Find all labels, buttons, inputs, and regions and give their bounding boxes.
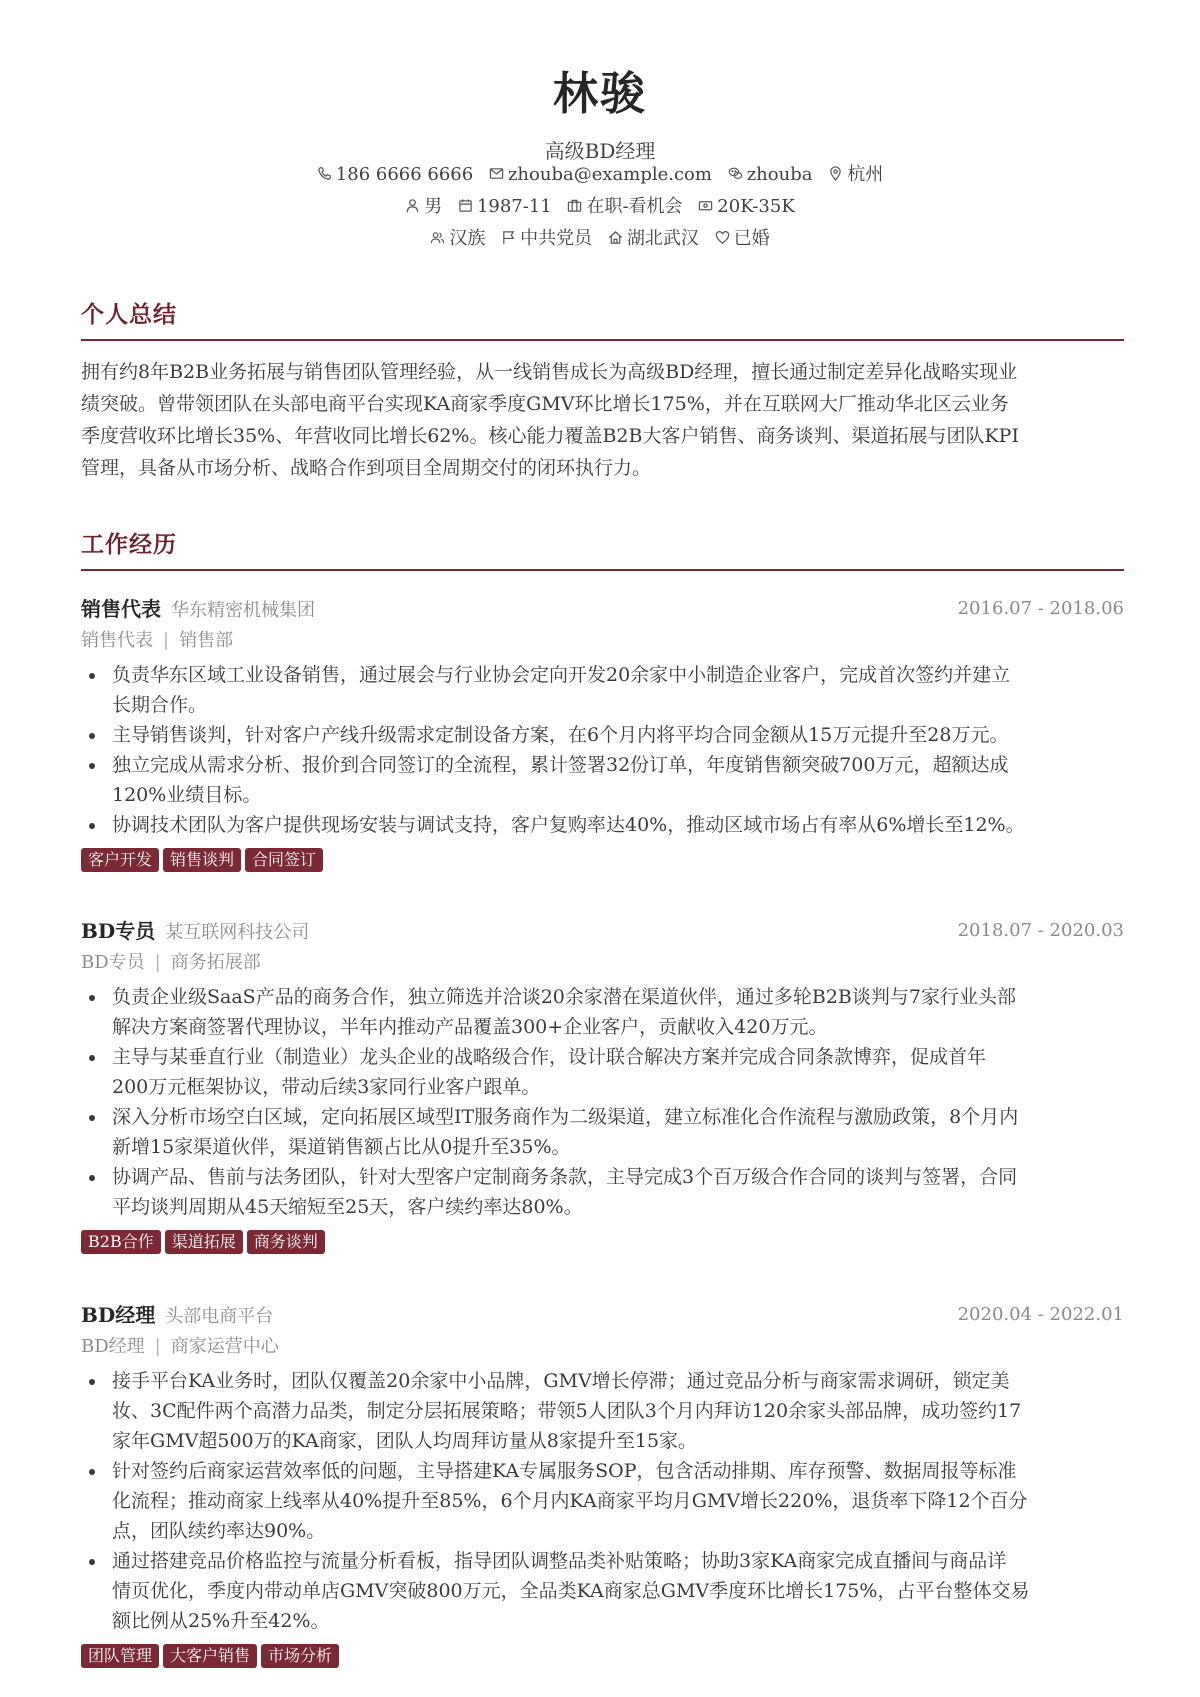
summary-text <box>81 356 1124 484</box>
skill-tag: 市场分析 <box>261 1644 339 1668</box>
separator: | <box>154 952 161 973</box>
email-text: zhouba@example.com <box>507 164 712 185</box>
user-icon <box>405 198 420 213</box>
skill-tag: 合同签订 <box>245 848 323 872</box>
summary-line: 绩突破。曾带领团队在头部电商平台实现KA商家季度GMV环比增长175%，并在互联网大厂推动华北区云业务 <box>81 393 1009 415</box>
summary-section <box>81 299 1124 341</box>
bullet-line: 情页优化，季度内带动单店GMV突破800万元，全品类KA商家总GMV季度环比增长175%，占平台整体交易 <box>112 1580 1030 1602</box>
job-header <box>81 594 1124 624</box>
salary-text: 20K-35K <box>717 196 795 217</box>
briefcase-icon <box>567 198 582 213</box>
money-icon <box>698 198 713 213</box>
phone-text: 186 6666 6666 <box>335 164 474 185</box>
city-text: 杭州 <box>847 164 884 185</box>
job-role: BD经理 <box>81 1336 145 1357</box>
bullet-item <box>81 1162 1124 1222</box>
bullet-line: 平均谈判周期从45天缩短至25天，客户续约率达80%。 <box>112 1196 583 1218</box>
bullet-line: 家年GMV超500万的KA商家，团队人均周拜访量从8家提升至15家。 <box>112 1430 698 1452</box>
contact-row <box>0 162 1200 188</box>
bullet-item <box>81 660 1124 720</box>
summary-line: 季度营收环比增长35%、年营收同比增长62%。核心能力覆盖B2B大客户销售、商务谈判、渠道拓展与团队KPI <box>81 425 1019 447</box>
job-bullets <box>81 660 1124 840</box>
bullet-item <box>81 810 1124 840</box>
job-bullets <box>81 982 1124 1222</box>
bullet-line: 额比例从25%升至42%。 <box>112 1610 330 1632</box>
job-date: 2016.07 - 2018.06 <box>957 598 1124 619</box>
wechat-text: zhouba <box>746 164 813 185</box>
hometown-text: 湖北武汉 <box>626 228 699 249</box>
bullet-line: 120%业绩目标。 <box>112 784 262 806</box>
job-date: 2018.07 - 2020.03 <box>957 920 1124 941</box>
job-bullets <box>81 1366 1124 1636</box>
job-company: 华东精密机械集团 <box>171 600 315 621</box>
job-title: BD专员 <box>81 919 156 943</box>
summary-heading: 个人总结 <box>81 301 177 328</box>
calendar-icon <box>458 198 473 213</box>
personal-row <box>0 194 1200 220</box>
bullet-item <box>81 1102 1124 1162</box>
skill-tag: 销售谈判 <box>163 848 241 872</box>
bullet-line: 负责企业级SaaS产品的商务合作，独立筛选并洽谈20余家潜在渠道伙伴，通过多轮B2B谈判与7家行业头部 <box>112 986 1016 1008</box>
job-entry <box>81 594 1124 872</box>
birth-info <box>458 194 552 220</box>
summary-line: 管理，具备从市场分析、战略合作到项目全周期交付的闭环执行力。 <box>81 457 652 479</box>
separator: | <box>154 1336 161 1357</box>
separator: | <box>163 630 170 651</box>
people-icon <box>430 230 445 245</box>
job-role: 销售代表 <box>81 630 153 651</box>
job-header <box>81 1300 1124 1330</box>
skill-tag: B2B合作 <box>81 1230 161 1254</box>
summary-line: 拥有约8年B2B业务拓展与销售团队管理经验，从一线销售成长为高级BD经理，擅长通过制定差异化战略实现业 <box>81 361 1018 383</box>
job-subline <box>81 948 1124 978</box>
job-subline <box>81 626 1124 656</box>
city-info <box>828 162 883 188</box>
phone-icon <box>317 166 332 181</box>
ethnicity-text: 汉族 <box>449 228 486 249</box>
skill-tag: 商务谈判 <box>247 1230 325 1254</box>
job-title: BD经理 <box>81 1303 156 1327</box>
job-subline <box>81 1332 1124 1362</box>
bullet-line: 长期合作。 <box>112 694 208 716</box>
experience-section <box>81 529 1124 571</box>
job-dept: 商务拓展部 <box>170 952 261 973</box>
wechat-info <box>728 162 813 188</box>
gender-info <box>405 194 442 220</box>
ethnicity-info <box>430 226 485 252</box>
email-info <box>489 162 712 188</box>
party-text: 中共党员 <box>520 228 593 249</box>
gender-text: 男 <box>424 196 443 217</box>
bullet-line: 妆、3C配件两个高潜力品类，制定分层拓展策略；带领5人团队3个月内拜访120余家头部品牌，成功签约17 <box>112 1400 1022 1422</box>
job-title: 销售代表 <box>81 597 161 621</box>
job-role: BD专员 <box>81 952 145 973</box>
job-dept: 销售部 <box>179 630 234 651</box>
job-company: 头部电商平台 <box>165 1306 274 1327</box>
job-entry <box>81 1300 1124 1668</box>
bullet-line: 负责华东区域工业设备销售，通过展会与行业协会定向开发20余家中小制造企业客户，完成首次签约并建立 <box>112 664 1011 686</box>
skill-tags <box>81 1644 1124 1668</box>
bullet-line: 200万元框架协议，带动后续3家同行业客户跟单。 <box>112 1076 541 1098</box>
candidate-title: 高级BD经理 <box>544 139 656 163</box>
status-text: 在职-看机会 <box>586 196 683 217</box>
salary-info <box>698 194 794 220</box>
bullet-line: 协调产品、售前与法务团队，针对大型客户定制商务条款，主导完成3个百万级合作合同的谈判与签署，合同 <box>112 1166 1018 1188</box>
bullet-line: 接手平台KA业务时，团队仅覆盖20余家中小品牌，GMV增长停滞；通过竞品分析与商家需求调研，锁定美 <box>112 1370 1010 1392</box>
bullet-item <box>81 720 1124 750</box>
bullet-line: 解决方案商签署代理协议，半年内推动产品覆盖300+企业客户，贡献收入420万元。 <box>112 1016 828 1038</box>
party-info <box>501 226 592 252</box>
mail-icon <box>489 166 504 181</box>
skill-tags <box>81 1230 1124 1254</box>
hometown-info <box>608 226 699 252</box>
marital-text: 已婚 <box>733 228 770 249</box>
summary-divider <box>81 339 1124 341</box>
bullet-item <box>81 1546 1124 1636</box>
experience-heading: 工作经历 <box>81 531 177 558</box>
job-header <box>81 916 1124 946</box>
skill-tags <box>81 848 1124 872</box>
status-info <box>567 194 682 220</box>
marital-info <box>715 226 770 252</box>
candidate-name: 林骏 <box>552 67 647 120</box>
phone-info <box>317 162 473 188</box>
bullet-line: 协调技术团队为客户提供现场安装与调试支持，客户复购率达40%，推动区域市场占有率从6%增长至12%。 <box>112 814 1025 836</box>
wechat-icon <box>728 166 743 181</box>
job-entry <box>81 916 1124 1254</box>
bullet-line: 针对签约后商家运营效率低的问题，主导搭建KA专属服务SOP，包含活动排期、库存预警、数据周报等标准 <box>112 1460 1017 1482</box>
skill-tag: 团队管理 <box>81 1644 159 1668</box>
bullet-line: 独立完成从需求分析、报价到合同签订的全流程，累计签署32份订单，年度销售额突破700万元，超额达成 <box>112 754 1009 776</box>
job-company: 某互联网科技公司 <box>165 922 310 943</box>
bullet-item <box>81 750 1124 810</box>
bullet-item <box>81 1042 1124 1102</box>
bullet-item <box>81 982 1124 1042</box>
bullet-line: 新增15家渠道伙伴，渠道销售额占比从0提升至35%。 <box>112 1136 571 1158</box>
bullet-line: 主导销售谈判，针对客户产线升级需求定制设备方案，在6个月内将平均合同金额从15万元提升至28万元。 <box>112 724 1009 746</box>
bullet-item <box>81 1456 1124 1546</box>
birth-text: 1987-11 <box>476 196 552 217</box>
bullet-line: 点，团队续约率达90%。 <box>112 1520 326 1542</box>
skill-tag: 大客户销售 <box>163 1644 257 1668</box>
experience-divider <box>81 569 1124 571</box>
heart-icon <box>715 230 730 245</box>
job-date: 2020.04 - 2022.01 <box>957 1304 1124 1325</box>
skill-tag: 客户开发 <box>81 848 159 872</box>
bullet-line: 化流程；推动商家上线率从40%提升至85%，6个月内KA商家平均月GMV增长220%，退货率下降12个百分 <box>112 1490 1028 1512</box>
home-icon <box>608 230 623 245</box>
bullet-item <box>81 1366 1124 1456</box>
location-icon <box>828 166 843 181</box>
skill-tag: 渠道拓展 <box>165 1230 243 1254</box>
bullet-line: 主导与某垂直行业（制造业）龙头企业的战略级合作，设计联合解决方案并完成合同条款博弈，促成首年 <box>112 1046 987 1068</box>
flag-icon <box>501 230 516 245</box>
job-dept: 商家运营中心 <box>170 1336 279 1357</box>
bullet-line: 通过搭建竞品价格监控与流量分析看板，指导团队调整品类补贴策略；协助3家KA商家完成直播间与商品详 <box>112 1550 1007 1572</box>
background-row <box>0 226 1200 252</box>
bullet-line: 深入分析市场空白区域，定向拓展区域型IT服务商作为二级渠道，建立标准化合作流程与激励政策，8个月内 <box>112 1106 1019 1128</box>
